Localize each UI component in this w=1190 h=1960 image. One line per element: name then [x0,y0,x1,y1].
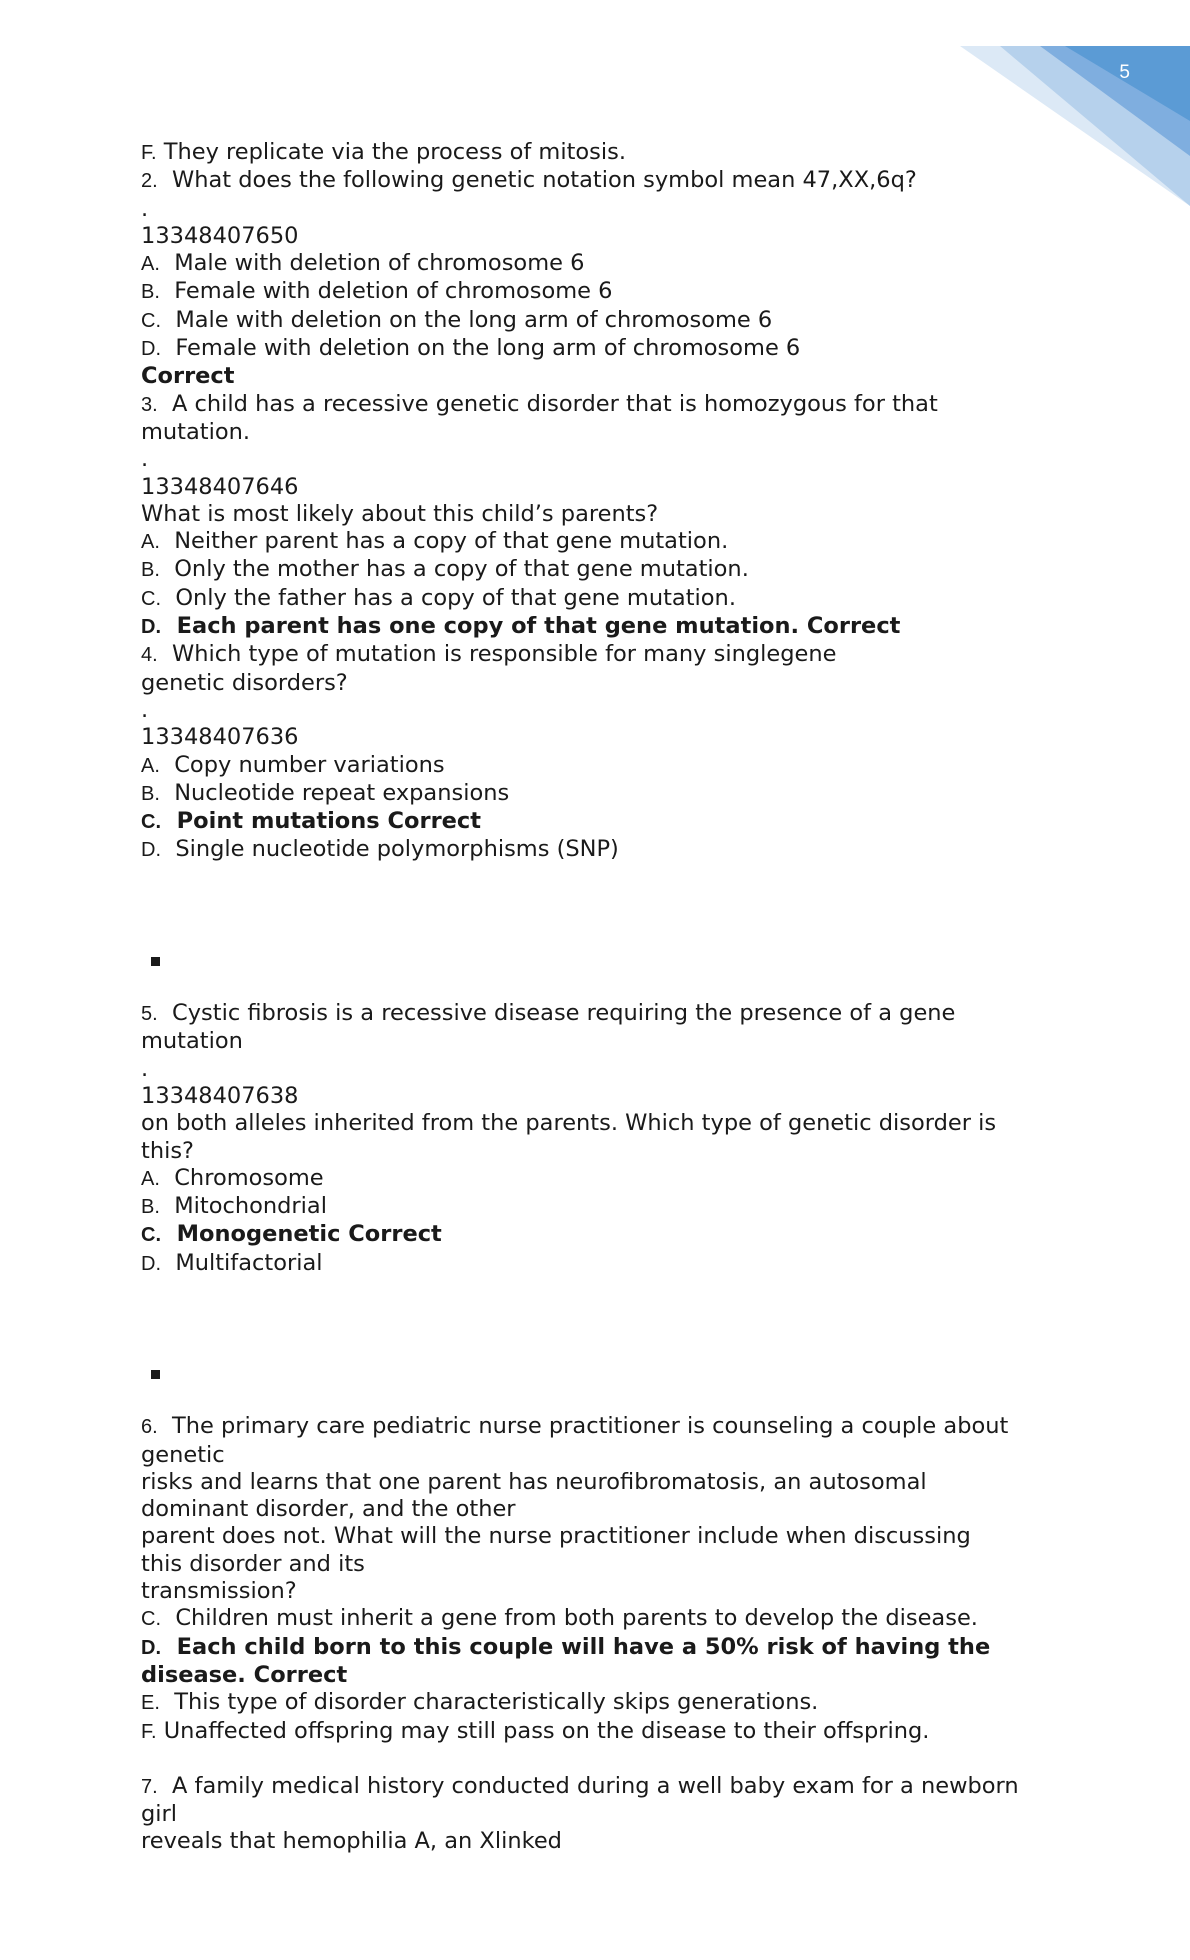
spacer [141,1386,1061,1413]
q5-option-b: B. Mitochondrial [141,1193,327,1220]
q3-option-c: C. Only the father has a copy of that gene mutation. [141,584,736,611]
q2-option-b: B. Female with deletion of chromosome 6 [141,278,613,305]
bullet-row [141,1359,1061,1386]
q3-option-d-correct: D. Each parent has one copy of that gene mutation. Correct [141,613,901,640]
q3-question: 3. A child has a recessive genetic disorder that is homozygous for that [141,390,938,417]
q6-question-line: dominant disorder, and the other [141,1496,516,1523]
q6-question-line: risks and learns that one parent has neurofibromatosis, an autosomal [141,1468,927,1495]
q2-dot: . [141,195,149,222]
document-body [141,139,1061,1856]
q2-question: 2. What does the following genetic notation symbol mean 47,XX,6q? [141,167,917,194]
page-number: 5 [1119,62,1130,83]
q4-option-c-correct: C. Point mutations Correct [141,808,482,835]
q2-option-a: A. Male with deletion of chromosome 6 [141,250,585,277]
q3-id: 13348407646 [141,473,299,500]
q6-option-e: E. This type of disorder characteristically skips generations. [141,1689,819,1716]
q7-question: 7. A family medical history conducted during a well baby exam for a newborn [141,1772,1019,1799]
q5-question-cont3: this? [141,1137,194,1164]
q2-correct-mark: Correct [141,363,235,390]
q6-question-line: this disorder and its [141,1550,365,1577]
q2-option-c: C. Male with deletion on the long arm of chromosome 6 [141,306,773,333]
q1-option-f: F. They replicate via the process of mitosis. [141,139,627,165]
spacer [141,1746,1061,1773]
square-bullet-icon [151,957,160,966]
q6-question-line: genetic [141,1441,225,1468]
q4-option-a: A. Copy number variations [141,751,445,778]
q4-option-b: B. Nucleotide repeat expansions [141,779,510,806]
q6-option-f: F. Unaffected offspring may still pass on the disease to their offspring. [141,1717,930,1744]
q5-option-d: D. Multifactorial [141,1249,323,1276]
bullet-row [141,946,1061,973]
spacer [141,865,1061,946]
q7-question-line: reveals that hemophilia A, an Xlinked [141,1828,562,1855]
q5-dot: . [141,1055,149,1082]
q5-option-a: A. Chromosome [141,1164,324,1191]
q4-option-d: D. Single nucleotide polymorphisms (SNP) [141,836,619,863]
q5-id: 13348407638 [141,1082,299,1109]
spacer [141,1278,1061,1359]
q3-question-cont: mutation. [141,418,251,445]
q4-question: 4. Which type of mutation is responsible for many singlegene [141,641,837,668]
q5-question-cont2: on both alleles inherited from the parents. Which type of genetic disorder is [141,1110,997,1137]
q6-option-d-correct-cont: disease. Correct [141,1661,348,1688]
q3-option-a: A. Neither parent has a copy of that gene mutation. [141,528,729,555]
q5-question-cont: mutation [141,1028,243,1055]
q6-option-d-correct: D. Each child born to this couple will have a 50% risk of having the [141,1633,991,1660]
q3-prompt: What is most likely about this child’s parents? [141,500,659,527]
q5-option-c-correct: C. Monogenetic Correct [141,1221,442,1248]
q6-question-line: transmission? [141,1578,297,1605]
q3-dot: . [141,446,149,473]
square-bullet-icon [151,1370,160,1379]
q3-option-b: B. Only the mother has a copy of that gene mutation. [141,556,749,583]
q5-question: 5. Cystic fibrosis is a recessive disease requiring the presence of a gene [141,1000,956,1027]
q6-option-c: C. Children must inherit a gene from both parents to develop the disease. [141,1605,978,1632]
q4-dot: . [141,696,149,723]
q2-id: 13348407650 [141,222,299,249]
q6-question: 6. The primary care pediatric nurse practitioner is counseling a couple about [141,1413,1009,1440]
q6-question-line: parent does not. What will the nurse practitioner include when discussing [141,1523,971,1550]
q2-option-d: D. Female with deletion on the long arm of chromosome 6 [141,335,801,362]
spacer [141,973,1061,1000]
q4-question-cont: genetic disorders? [141,669,348,696]
q4-id: 13348407636 [141,724,299,751]
q7-question-line: girl [141,1801,178,1828]
